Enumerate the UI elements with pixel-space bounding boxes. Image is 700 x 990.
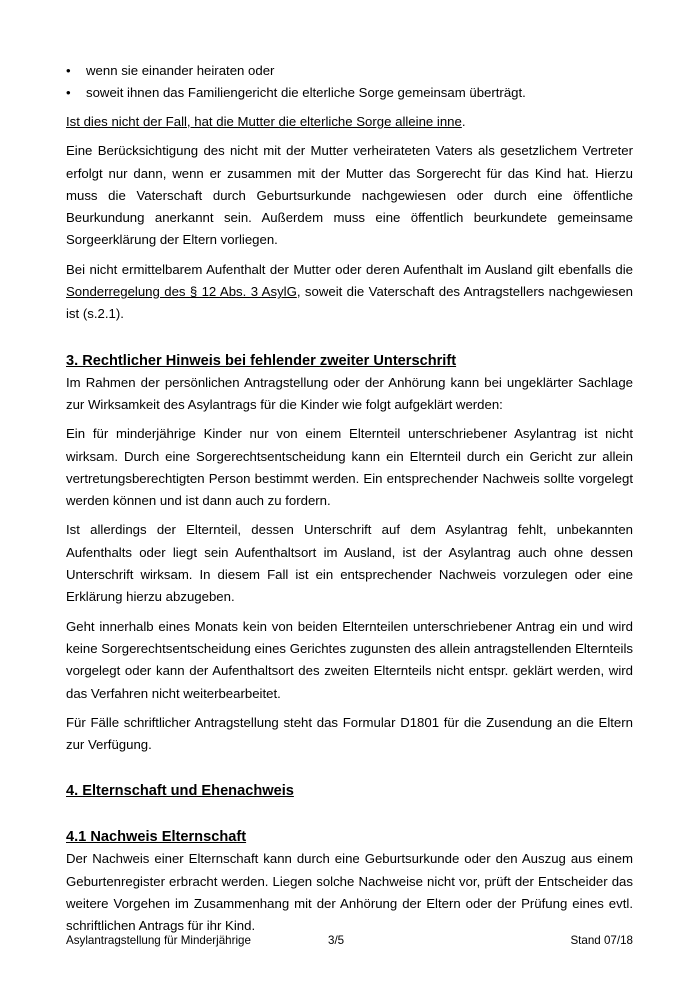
section-3-paragraph: Geht innerhalb eines Monats kein von beiden Elternteilen unterschriebener Antrag ein und wird keine Sorgerechtsentscheidung eines Gerichtes zugunsten des allein antragstellenden Elternteils vorgelegt oder kann der Aufenthaltsort des zweiten Elternteils nicht entspr. geklärt werden, wird das Verfahren nicht weiterbearbeitet.: [66, 618, 633, 701]
section-3-heading: 3. Rechtlicher Hinweis bei fehlender zweiter Unterschrift: [66, 352, 457, 369]
footer-page-number: 3/5: [328, 934, 345, 947]
bullet-icon: •: [66, 85, 71, 100]
document-page: [66, 60, 633, 938]
section-3-paragraph: Ein für minderjährige Kinder nur von einem Elternteil unterschriebener Asylantrag ist nicht wirksam. Durch eine Sorgerechtsentscheidung kann ein Elternteil durch ein Gericht zur allein vertretungsberechtigten Person bestimmt werden. Ein entsprechender Nachweis sollte vorgelegt werden können und ist dann auch zu fordern.: [66, 426, 633, 509]
law-reference-link[interactable]: Sonderregelung des § 12 Abs. 3 AsylG: [66, 284, 297, 300]
paragraph-vater: Eine Berücksichtigung des nicht mit der Mutter verheirateten Vaters als gesetzlichem Vertreter erfolgt nur dann, wenn er zusammen mit der Mutter das Sorgerecht für das Kind hat. Hierzu muss die Vaterschaft durch Geburtsurkunde nachgewiesen oder durch eine öffentliche Beurkundung anerkannt sein. Außerdem muss eine öffentlich beurkundete gemeinsame Sorgeerklärung der Eltern vorliegen.: [66, 143, 633, 248]
section-3-paragraph: Ist allerdings der Elternteil, dessen Unterschrift auf dem Asylantrag fehlt, unbekannten Aufenthalts oder liegt sein Aufenthaltsort im Ausland, ist der Asylantrag auch ohne dessen Unterschrift wirksam. In diesem Fall ist ein entsprechender Nachweis vorzulegen oder eine Erklärung hierzu abzugeben.: [66, 522, 633, 605]
paragraph-sorge-mutter: [66, 111, 633, 133]
list-item-text: wenn sie einander heiraten oder: [86, 63, 275, 78]
text-segment: , soweit die Vaterschaft des Antragstellers nachgewiesen ist (s.2.1).: [66, 284, 633, 322]
page-footer: [66, 934, 633, 950]
list-item-text: soweit ihnen das Familiengericht die elterliche Sorge gemeinsam überträgt.: [86, 85, 526, 100]
list-item: [66, 82, 633, 104]
paragraph-ausland: [66, 259, 633, 326]
footer-version-date: Stand 07/18: [570, 934, 633, 947]
footer-document-title: Asylantragstellung für Minderjährige: [66, 934, 251, 947]
section-4-heading: 4. Elternschaft und Ehenachweis: [66, 783, 294, 800]
text-segment: Bei nicht ermittelbarem Aufenthalt der Mutter oder deren Aufenthalt im Ausland gilt ebenfalls die: [66, 261, 633, 277]
section-4-1-heading: 4.1 Nachweis Elternschaft: [66, 829, 247, 846]
section-3-paragraph: Für Fälle schriftlicher Antragstellung steht das Formular D1801 für die Zusendung an die Eltern zur Verfügung.: [66, 714, 633, 753]
section-4-1-paragraph: Der Nachweis einer Elternschaft kann durch eine Geburtsurkunde oder den Auszug aus einem Geburtenregister erbracht werden. Liegen solche Nachweise nicht vor, prüft der Entscheider das weitere Vorgehen im Zusammenhang mit der Anhörung der Eltern oder der Prüfung eines evtl. schriftlichen Antrags für ihr Kind.: [66, 851, 633, 934]
list-item: [66, 60, 633, 82]
period-text: .: [461, 114, 466, 129]
condition-list: [66, 60, 633, 104]
bullet-icon: •: [66, 63, 71, 78]
section-3-paragraph: Im Rahmen der persönlichen Antragstellung oder der Anhörung kann bei ungeklärter Sachlage zur Wirksamkeit des Asylantrags für die Kinder wie folgt aufgeklärt werden:: [66, 374, 633, 412]
underlined-text: Ist dies nicht der Fall, hat die Mutter die elterliche Sorge alleine inne: [66, 114, 462, 129]
